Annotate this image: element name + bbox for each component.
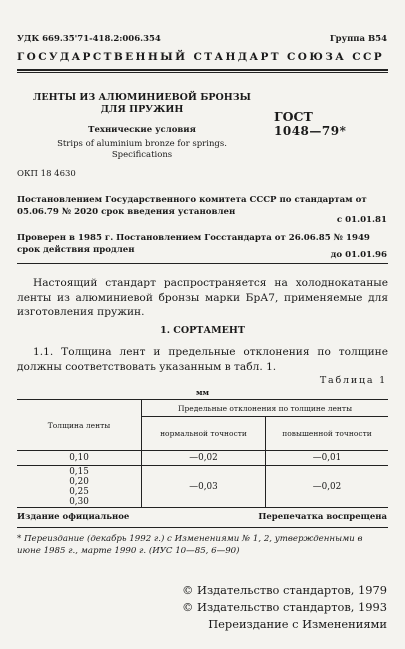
title-line-2: ДЛЯ ПРУЖИН xyxy=(100,104,184,115)
gost-label: ГОСТ xyxy=(274,109,313,124)
header-rule-thin xyxy=(17,72,388,73)
row1-normal: —0,02 xyxy=(142,451,266,466)
reissue-with-changes: Переиздание с Изменениями xyxy=(208,617,387,631)
header-rule-thick xyxy=(17,69,388,71)
decree-1-date: с 01.01.81 xyxy=(336,215,387,225)
header-thickness: Толщина ленты xyxy=(17,400,142,451)
publisher-1993: © Издательство стандартов, 1993 xyxy=(182,600,387,614)
decree-rule xyxy=(17,263,388,264)
gost-number: 1048—79* xyxy=(274,124,347,138)
header-deviation: Предельные отклонения по толщине ленты xyxy=(142,400,389,417)
section-title: 1. СОРТАМЕНТ xyxy=(160,325,245,336)
table-label: Таблица 1 xyxy=(319,375,387,386)
udk-code: УДК 669.35'71-418.2:006.354 xyxy=(17,34,161,44)
english-title-line-1: Strips of aluminium bronze for springs. xyxy=(57,139,227,149)
group-code: Группа В54 xyxy=(329,34,387,44)
row2-thickness xyxy=(17,466,142,508)
title-line-1: ЛЕНТЫ ИЗ АЛЮМИНИЕВОЙ БРОНЗЫ xyxy=(33,92,251,103)
english-title-line-2: Specifications xyxy=(111,149,173,160)
decree-1-text: Постановлением Государственного комитета СССР по стандартам от 05.06.79 № 2020 срок введения установлен xyxy=(17,195,367,217)
thickness-value: 0,30 xyxy=(69,496,89,507)
publisher-1979: © Издательство стандартов, 1979 xyxy=(182,583,387,597)
decree-2-text: Проверен в 1985 г. Постановлением Госстандарта от 26.06.85 № 1949 срок действия продлен xyxy=(17,233,370,255)
thickness-value: 0,20 xyxy=(69,476,89,487)
header-normal: нормальной точности xyxy=(142,417,266,451)
thickness-value: 0,15 xyxy=(69,466,89,477)
table-units: мм xyxy=(195,388,210,397)
decree-2-date: до 01.01.96 xyxy=(330,250,387,260)
row1-high: —0,01 xyxy=(312,453,342,463)
row1-thickness: 0,10 xyxy=(17,451,142,466)
official-edition: Издание официальное xyxy=(17,512,130,522)
okp-code: ОКП 18 4630 xyxy=(17,169,76,179)
intro-paragraph: Настоящий стандарт распространяется на холоднокатаные ленты из алюминиевой бронзы марки БрА7, применяемые для изготовления пружин. xyxy=(17,277,388,318)
document-subtitle: Технические условия xyxy=(88,125,196,135)
table-row xyxy=(17,466,388,508)
tolerance-table xyxy=(17,399,388,508)
footer-rule xyxy=(17,527,388,528)
clause-1-1: 1.1. Толщина лент и предельные отклонения по толщине должны соответствовать указанным в табл. 1. xyxy=(17,346,388,373)
reprint-notice: Перепечатка воспрещена xyxy=(258,512,387,522)
row2-normal: —0,03 xyxy=(142,466,266,508)
header-high: повышенной точности xyxy=(282,429,372,438)
row2-high: —0,02 xyxy=(312,481,342,492)
thickness-value: 0,25 xyxy=(69,486,89,497)
standard-banner: ГОСУДАРСТВЕННЫЙ СТАНДАРТ СОЮЗА ССР xyxy=(17,51,385,63)
english-title xyxy=(17,139,267,160)
reissue-note: * Переиздание (декабрь 1992 г.) с Изменениями № 1, 2, утвержденными в июне 1985 г., марте 1990 г. (ИУС 10—85, 6—90) xyxy=(17,534,363,556)
table-row xyxy=(17,451,388,466)
document-title xyxy=(17,92,267,116)
